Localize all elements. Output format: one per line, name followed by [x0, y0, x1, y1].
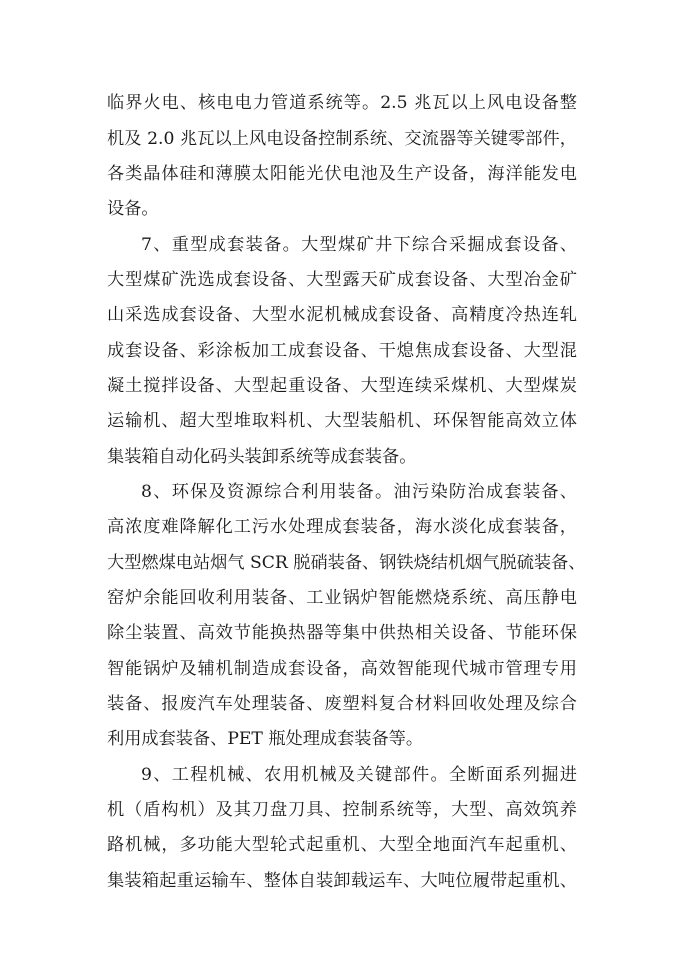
text-line: 高浓度难降解化工污水处理成套装备，海水淡化成套装备，: [107, 517, 577, 537]
paragraph-heading-line: 7、重型成套装备。大型煤矿井下综合采掘成套设备、: [141, 235, 577, 255]
paragraph-heading-line: 9、工程机械、农用机械及关键部件。全断面系列掘进: [141, 765, 577, 785]
text-line: 利用成套装备、PET 瓶处理成套装备等。: [107, 729, 424, 749]
text-line: 山采选成套设备、大型水泥机械成套设备、高精度冷热连轧: [107, 305, 577, 325]
text-line: 机（盾构机）及其刀盘刀具、控制系统等，大型、高效筑养: [107, 800, 577, 820]
text-line: 窑炉余能回收利用装备、工业锅炉智能燃烧系统、高压静电: [107, 588, 577, 608]
text-line: 大型煤矿洗选成套设备、大型露天矿成套设备、大型冶金矿: [107, 270, 577, 290]
text-line: 成套设备、彩涂板加工成套设备、干熄焦成套设备、大型混: [107, 341, 577, 361]
text-line: 临界火电、核电电力管道系统等。2.5 兆瓦以上风电设备整: [107, 93, 577, 113]
text-line: 各类晶体硅和薄膜太阳能光伏电池及生产设备，海洋能发电: [107, 164, 577, 184]
text-line: 路机械，多功能大型轮式起重机、大型全地面汽车起重机、: [107, 835, 577, 855]
text-line: 大型燃煤电站烟气 SCR 脱硝装备、钢铁烧结机烟气脱硫装备、: [107, 553, 586, 573]
text-line: 装备、报废汽车处理装备、废塑料复合材料回收处理及综合: [107, 694, 577, 714]
text-line: 机及 2.0 兆瓦以上风电设备控制系统、交流器等关键零部件，: [107, 129, 577, 149]
text-line: 凝土搅拌设备、大型起重设备、大型连续采煤机、大型煤炭: [107, 376, 577, 396]
text-line: 除尘装置、高效节能换热器等集中供热相关设备、节能环保: [107, 623, 577, 643]
text-line: 智能锅炉及辅机制造成套设备，高效智能现代城市管理专用: [107, 659, 577, 679]
paragraph-heading-line: 8、环保及资源综合利用装备。油污染防治成套装备、: [141, 482, 577, 502]
text-line: 运输机、超大型堆取料机、大型装船机、环保智能高效立体: [107, 411, 577, 431]
text-line: 集装箱起重运输车、整体自装卸载运车、大吨位履带起重机、: [107, 871, 577, 891]
text-line: 集装箱自动化码头装卸系统等成套装备。: [107, 447, 417, 467]
text-line: 设备。: [107, 199, 159, 219]
